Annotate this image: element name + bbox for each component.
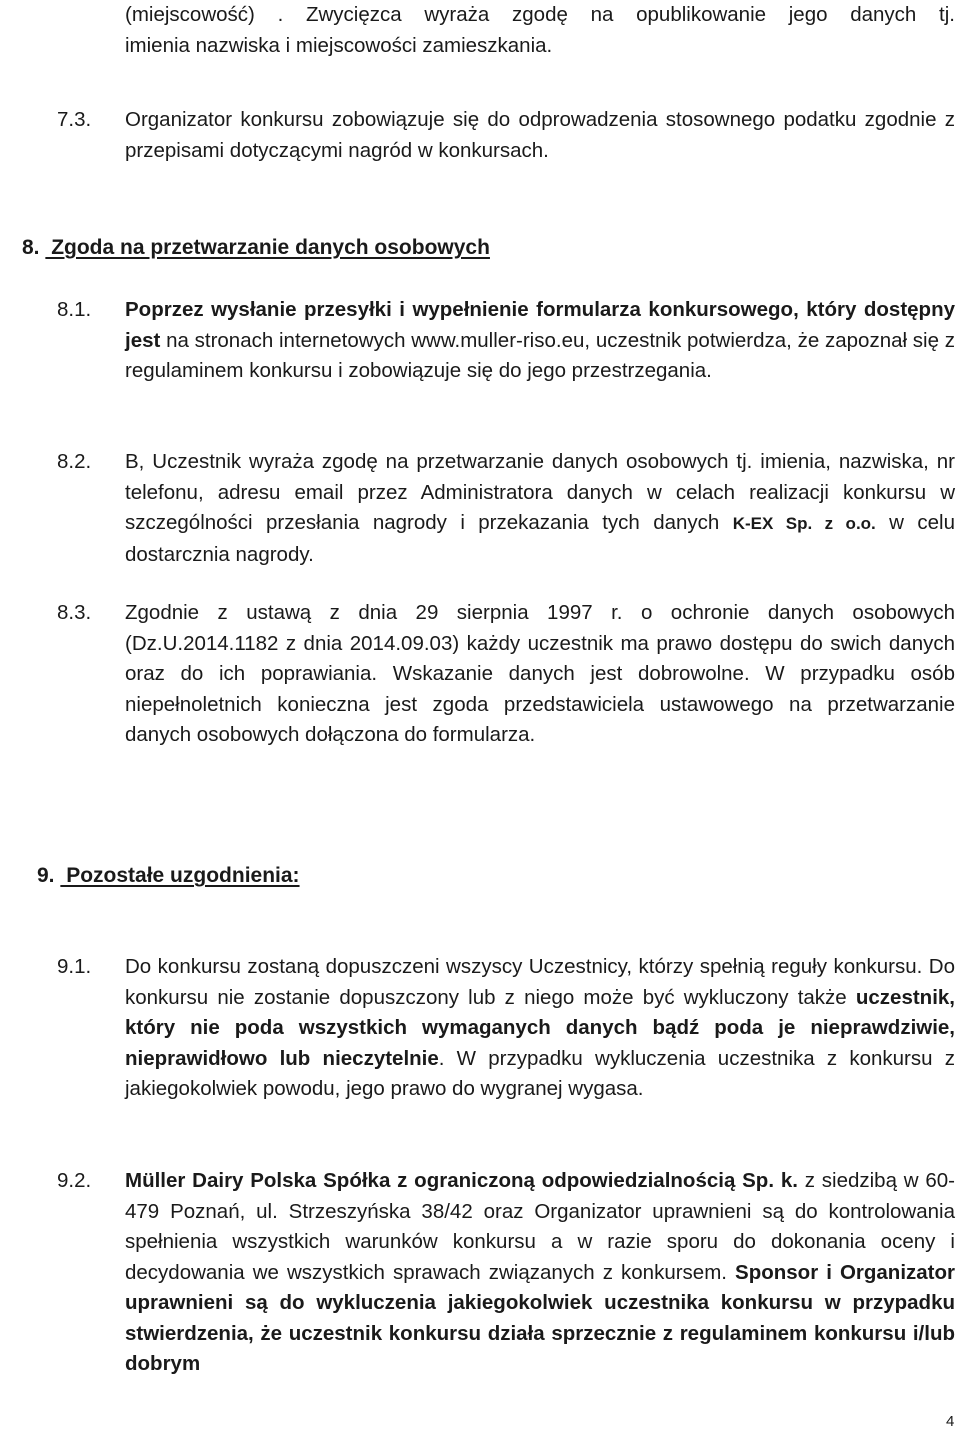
section-title: Zgoda na przetwarzanie danych osobowych: [45, 236, 490, 259]
paragraph-number: 7.3.: [57, 108, 92, 131]
paragraph-text: [125, 1166, 955, 1380]
continuation-text: [125, 0, 955, 61]
section-8-heading: [22, 236, 490, 260]
section-number: 9.: [37, 864, 55, 887]
section-number: 8.: [22, 236, 40, 259]
continuation-line-2: imienia nazwiska i miejscowości zamieszkania.: [125, 33, 553, 57]
paragraph-8-3: [57, 598, 955, 751]
paragraph-plain-2: w celu dostarcznia nagrody.: [125, 511, 955, 566]
paragraph-text: Organizator konkursu zobowiązuje się do odprowadzenia stosownego podatku zgodnie z przepisami dotyczącymi nagród w konkursach.: [125, 108, 955, 162]
section-9-heading: [37, 864, 300, 888]
paragraph-number: 8.1.: [57, 298, 92, 321]
page-number: 4: [946, 1413, 955, 1430]
paragraph-number: 9.2.: [57, 1169, 92, 1192]
paragraph-plain: na stronach internetowych www.muller-riso.eu, uczestnik potwierdza, że zapoznał się z regulaminem konkursu i zobowiązuje się do jego przestrzegania.: [125, 328, 955, 382]
paragraph-number: 9.1.: [57, 955, 92, 978]
paragraph-9-1: [57, 952, 955, 1105]
company-name: K-EX Sp. z o.o.: [732, 514, 876, 533]
paragraph-plain-2: . W przypadku wykluczenia uczestnika z konkursu z jakiegokolwiek powodu, jego prawo do wygranej wygasa.: [125, 1046, 955, 1100]
paragraph-8-1: [57, 295, 955, 387]
paragraph-bold: Poprzez wysłanie przesyłki i wypełnienie formularza konkursowego, który dostępny jest: [125, 298, 955, 352]
paragraph-9-2: [57, 1166, 955, 1380]
company-name: Müller Dairy Polska Spółka z ograniczoną odpowiedzialnością Sp. k.: [125, 1169, 798, 1192]
paragraph-plain: Do konkursu zostaną dopuszczeni wszyscy Uczestnicy, którzy spełnią reguły konkursu. Do konkursu nie zostanie dopuszczony lub z niego może być wykluczony także: [125, 955, 955, 1009]
paragraph-plain: B, Uczestnik wyraża zgodę na przetwarzanie danych osobowych tj. imienia, nazwiska, nr telefonu, adresu email przez Administratora danych w celach realizacji konkursu w szczególności przesłania nagrody i przekazania tych danych: [125, 450, 955, 534]
paragraph-text: Zgodnie z ustawą z dnia 29 sierpnia 1997 r. o ochronie danych osobowych (Dz.U.2014.1182 z dnia 2014.09.03) każdy uczestnik ma prawo dostępu do swich danych oraz do ich poprawiania. Wskazanie danych jest dobrowolne. W przypadku osób niepełnoletnich konieczna jest zgoda przedstawiciela ustawowego na przetwarzanie danych osobowych dołączona do formularza.: [125, 601, 955, 746]
paragraph-number: 8.3.: [57, 601, 92, 624]
paragraph-bold: uczestnik, który nie poda wszystkich wymaganych danych bądź poda je nieprawdziwie, nieprawidłowo lub nieczytelnie: [125, 985, 955, 1070]
paragraph-7-3: [57, 105, 955, 166]
paragraph-text: [125, 447, 955, 570]
continuation-line-1: (miejscowość) . Zwycięzca wyraża zgodę na opublikowanie jego danych tj.: [125, 3, 955, 26]
paragraph-text: [125, 295, 955, 387]
section-title: Pozostałe uzgodnienia:: [60, 864, 300, 887]
paragraph-bold: Sponsor i Organizator uprawnieni są do wykluczenia jakiegokolwiek uczestnika konkursu w przypadku stwierdzenia, że uczestnik konkursu działa sprzecznie z regulaminem konkursu i/lub dobrym: [125, 1260, 955, 1375]
paragraph-number: 8.2.: [57, 450, 92, 473]
paragraph-8-2: [57, 447, 955, 570]
paragraph-plain: z siedzibą w 60-479 Poznań, ul. Strzeszyńska 38/42 oraz Organizator uprawnieni są do kontrolowania spełnienia wszystkich warunków konkursu a w razie sporu do dokonania oceny i decydowania we wszystkich sprawach związanych z konkursem.: [125, 1169, 955, 1284]
paragraph-text: [125, 952, 955, 1105]
